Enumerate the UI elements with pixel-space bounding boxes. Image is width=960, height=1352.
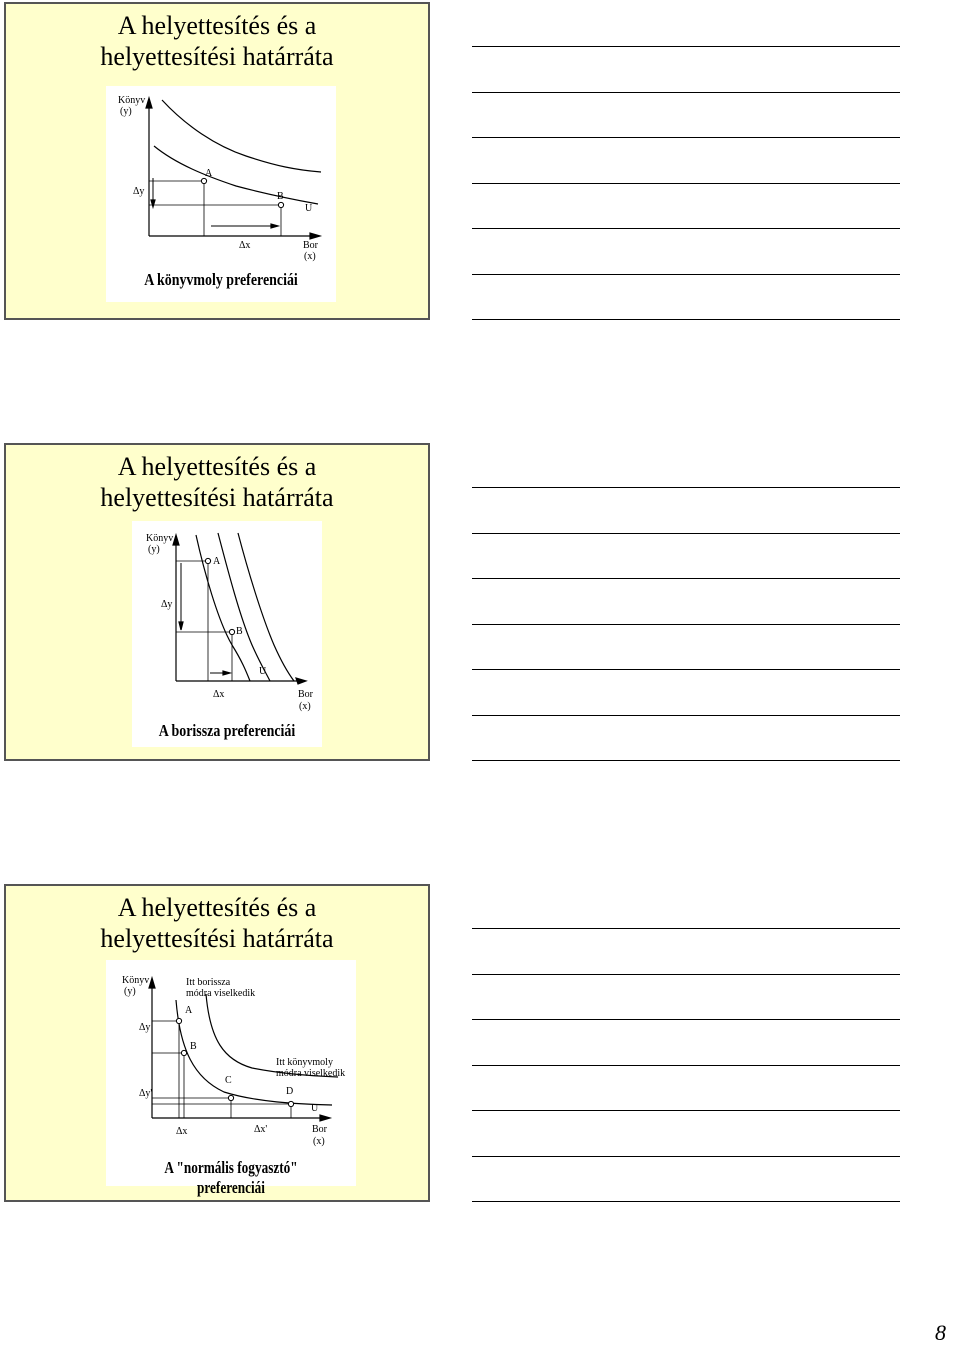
point-d-label: D <box>286 1086 294 1097</box>
curve-outer <box>238 533 294 681</box>
page-number: 8 <box>935 1320 946 1345</box>
note-line <box>472 624 900 625</box>
y-axis-label-1: Könyv <box>118 95 146 106</box>
slide-title: A helyettesítés és a helyettesítési határráta <box>100 11 334 71</box>
note-line <box>472 760 900 761</box>
x-axis-arrow-icon <box>310 233 320 239</box>
slide-3 <box>4 884 430 1202</box>
point-b-label: B <box>190 1041 197 1052</box>
note-line <box>472 487 900 488</box>
note-line <box>472 228 900 229</box>
point-c-label: C <box>225 1075 232 1086</box>
indifference-figure <box>132 521 322 747</box>
x-axis-label-1: Bor <box>303 240 318 251</box>
point-b-marker <box>181 1050 186 1055</box>
curve-inner <box>196 535 250 681</box>
dx-arrow-icon <box>271 224 278 228</box>
note-line <box>472 578 900 579</box>
dy-prime-label: Δy' <box>139 1088 153 1099</box>
y-axis-arrow-icon <box>173 535 179 545</box>
note-line <box>472 1110 900 1111</box>
dx-arrow-icon <box>223 671 230 675</box>
note-line <box>472 1201 900 1202</box>
graph <box>132 521 322 747</box>
x-axis-label-2: (x) <box>304 251 316 262</box>
curve-u <box>154 146 318 204</box>
note-line <box>472 319 900 320</box>
indifference-figure <box>106 960 356 1197</box>
y-axis-label-2: (y) <box>148 544 160 555</box>
point-c-marker <box>228 1095 233 1100</box>
x-axis-label-2: (x) <box>299 701 311 712</box>
point-a-marker <box>176 1018 181 1023</box>
curve-u-label: U <box>259 666 267 677</box>
dx-label: Δx <box>239 240 251 251</box>
note-line <box>472 1019 900 1020</box>
slide-1 <box>4 2 430 320</box>
graph <box>106 960 356 1186</box>
curve-u-label: U <box>305 203 313 214</box>
y-axis-label-2: (y) <box>124 986 136 997</box>
note-right-line-2: módra viselkedik <box>276 1068 346 1079</box>
note-line <box>472 46 900 47</box>
slide-title: A helyettesítés és a helyettesítési határráta <box>100 893 334 953</box>
figure-caption: A könyvmoly preferenciái <box>144 270 298 289</box>
y-axis-label-1: Könyv <box>146 533 174 544</box>
note-line <box>472 1065 900 1066</box>
note-line <box>472 669 900 670</box>
x-axis-label-1: Bor <box>312 1124 327 1135</box>
note-line <box>472 183 900 184</box>
note-line <box>472 1156 900 1157</box>
point-b-marker <box>278 202 283 207</box>
x-axis-label-2: (x) <box>313 1136 325 1147</box>
note-top-line-2: módra viselkedik <box>186 988 256 999</box>
x-axis-arrow-icon <box>296 678 306 684</box>
dy-label: Δy <box>139 1022 151 1033</box>
note-top-line-1: Itt borissza <box>186 977 231 988</box>
dy-arrow-icon <box>179 622 183 630</box>
curve-u-label: U <box>311 1103 319 1114</box>
point-a-label: A <box>185 1005 193 1016</box>
dx-label: Δx <box>213 689 225 700</box>
dx-label: Δx <box>176 1126 188 1137</box>
y-axis-arrow-icon <box>149 978 155 988</box>
point-a-label: A <box>213 556 221 567</box>
point-a-marker <box>201 178 206 183</box>
note-line <box>472 92 900 93</box>
note-line <box>472 715 900 716</box>
point-b-marker <box>229 629 234 634</box>
dy-arrow-icon <box>151 200 155 207</box>
x-axis-label-1: Bor <box>298 689 313 700</box>
note-line <box>472 928 900 929</box>
figure-caption: A borissza preferenciái <box>158 721 296 740</box>
note-right-line-1: Itt könyvmoly <box>276 1057 333 1068</box>
y-axis-label-2: (y) <box>120 106 132 117</box>
point-a-marker <box>205 558 210 563</box>
slide-title: A helyettesítés és a helyettesítési határráta <box>100 452 334 512</box>
x-axis-arrow-icon <box>320 1115 330 1121</box>
point-a-label: A <box>205 168 213 179</box>
curve-inner <box>176 1000 332 1105</box>
note-line <box>472 533 900 534</box>
note-line <box>472 974 900 975</box>
point-b-label: B <box>236 626 243 637</box>
figure-caption: A "normális fogyasztó" preferenciái <box>164 1158 298 1197</box>
point-b-label: B <box>277 191 284 202</box>
curve-upper <box>162 100 321 172</box>
y-axis-arrow-icon <box>146 98 152 108</box>
note-line <box>472 137 900 138</box>
note-line <box>472 274 900 275</box>
dy-label: Δy <box>161 599 173 610</box>
point-d-marker <box>288 1101 293 1106</box>
dx-prime-label: Δx' <box>254 1124 268 1135</box>
slide-2 <box>4 443 430 761</box>
indifference-figure <box>106 86 336 302</box>
y-axis-label-1: Könyv <box>122 975 150 986</box>
dy-label: Δy <box>133 186 145 197</box>
